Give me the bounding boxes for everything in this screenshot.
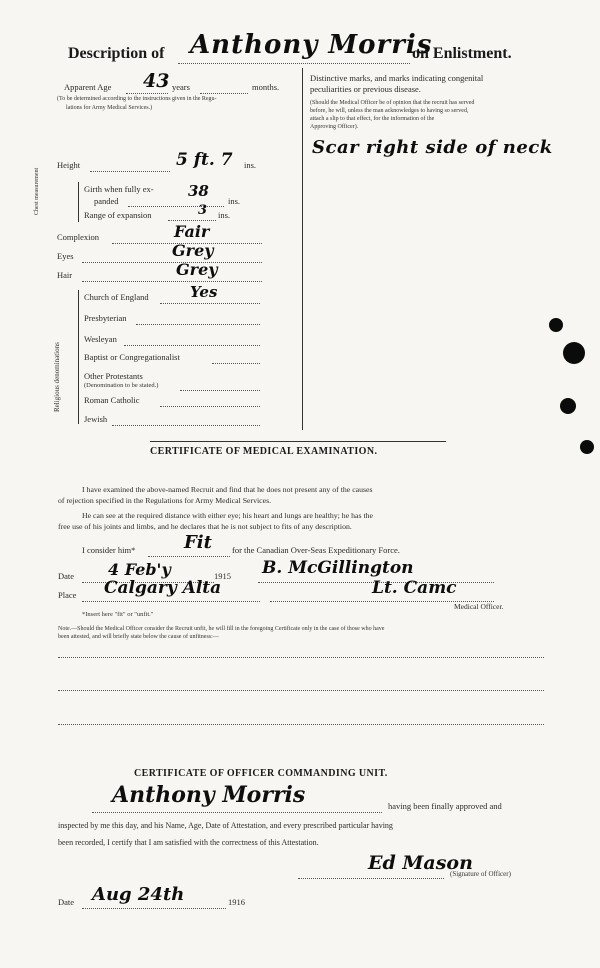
- medical-officer-label: Medical Officer.: [454, 602, 504, 611]
- age-note-2: lations for Army Medical Services.): [66, 105, 153, 111]
- medical-para2-line2: free use of his joints and limbs, and he declares that he is not subject to fits of any description.: [58, 522, 352, 531]
- hair-dots: [82, 281, 262, 282]
- unfitness-line-2: [58, 690, 544, 691]
- marks-value: Scar right side of neck: [312, 137, 553, 158]
- expansion-dots: [168, 220, 216, 221]
- officer-line1-suffix: having been finally approved and: [388, 801, 502, 811]
- expansion-label: Range of expansion: [84, 210, 152, 220]
- place-value: Calgary Alta: [104, 578, 222, 598]
- marks-label-1: Distinctive marks, and marks indicating congenital: [310, 73, 484, 83]
- age-dots: [126, 93, 168, 94]
- chest-bracket: [78, 182, 79, 222]
- height-dots: [90, 171, 170, 172]
- medical-year: 1915: [214, 571, 231, 581]
- religion-other-protestants: Other Protestants: [84, 371, 143, 381]
- religion-dots-7: [112, 425, 260, 426]
- medical-note-2: been attested, and will briefly state below the cause of unfitness:—: [58, 634, 219, 640]
- officer-date-dots: [82, 908, 226, 909]
- medical-signature-rank: Lt. Camc: [372, 578, 457, 598]
- consider-label: I consider him*: [82, 545, 136, 555]
- religion-church-of-england: Church of England: [84, 292, 149, 302]
- medical-para1-line1: I have examined the above-named Recruit and find that he does not present any of the causes: [82, 485, 373, 494]
- religion-jewish: Jewish: [84, 414, 108, 424]
- medical-heading: CERTIFICATE OF MEDICAL EXAMINATION.: [150, 446, 378, 457]
- marks-label-2: peculiarities or previous disease.: [310, 84, 421, 94]
- officer-date-value: Aug 24th: [92, 884, 185, 905]
- officer-line2: inspected by me this day, and his Name, Age, Date of Attestation, and every prescribed particular having: [58, 821, 393, 830]
- years-label: years: [172, 82, 190, 92]
- months-label: months.: [252, 82, 280, 92]
- column-divider: [302, 68, 303, 430]
- marks-note-1: (Should the Medical Officer be of opinion that the recruit has served: [310, 100, 475, 106]
- eyes-label: Eyes: [57, 251, 74, 261]
- officer-signature: Ed Mason: [368, 852, 473, 874]
- months-dots: [200, 93, 248, 94]
- medical-rule-top: [150, 441, 446, 442]
- medical-date-value: 4 Feb'y: [108, 560, 171, 579]
- medical-note-1: Note.—Should the Medical Officer consider the Recruit unfit, he will fill in the foregoing Certificate only in the case of those who have: [58, 626, 385, 632]
- girth-ins: ins.: [228, 196, 241, 206]
- marks-note-2: before, he will, unless the man acknowledges to having so served,: [310, 108, 469, 114]
- place-dots: [82, 601, 260, 602]
- religion-presbyterian: Presbyterian: [84, 313, 127, 323]
- punch-hole-2: [563, 342, 585, 364]
- religion-dots-3: [124, 345, 260, 346]
- expansion-ins: ins.: [218, 210, 231, 220]
- hair-label: Hair: [57, 270, 73, 280]
- medical-para2-line1: He can see at the required distance with either eye; his heart and lungs are healthy; he has the: [82, 511, 373, 520]
- marks-note-3: attach a slip to that effect, for the information of the: [310, 116, 435, 122]
- name-dotted-line: [178, 63, 410, 64]
- religion-bracket: [78, 290, 79, 424]
- officer-name-dots: [92, 812, 382, 813]
- religion-dots-1: [160, 303, 260, 304]
- medical-date-label: Date: [58, 571, 75, 581]
- officer-year: 1916: [228, 897, 245, 907]
- hair-value: Grey: [176, 260, 218, 279]
- complexion-value: Fair: [174, 222, 210, 241]
- religion-dots-5: [180, 390, 260, 391]
- religion-dots-6: [160, 406, 260, 407]
- chest-side-label: Chest measurement: [34, 167, 40, 215]
- religion-baptist: Baptist or Congregationalist: [84, 352, 180, 362]
- officer-signature-label: (Signature of Officer): [450, 870, 511, 878]
- punch-hole-4: [580, 440, 594, 454]
- officer-line3: been recorded, I certify that I am satisfied with the correctness of this Attestation.: [58, 838, 319, 847]
- religion-denomination-note: (Denomination to be stated.): [84, 382, 159, 389]
- consider-suffix: for the Canadian Over-Seas Expeditionary Force.: [232, 545, 400, 555]
- medical-para1-line2: of rejection specified in the Regulations for Army Medical Services.: [58, 496, 272, 505]
- consider-dots: [148, 556, 230, 557]
- punch-hole-1: [549, 318, 563, 332]
- age-value: 43: [143, 70, 170, 92]
- recruit-name: Anthony Morris: [190, 30, 433, 60]
- girth-label-1: Girth when fully ex-: [84, 184, 154, 194]
- officer-heading: CERTIFICATE OF OFFICER COMMANDING UNIT.: [134, 768, 388, 779]
- consider-value: Fit: [184, 532, 212, 553]
- title-prefix: Description of: [68, 45, 165, 62]
- medical-signature: B. McGillington: [262, 558, 414, 578]
- officer-signature-dots: [298, 878, 444, 879]
- religion-side-label: Religious denominations: [53, 342, 61, 412]
- complexion-label: Complexion: [57, 232, 100, 242]
- unfitness-line-3: [58, 724, 544, 725]
- title-suffix: on Enlistment.: [412, 45, 512, 62]
- place-label: Place: [58, 590, 77, 600]
- religion-roman-catholic: Roman Catholic: [84, 395, 140, 405]
- girth-label-2: panded: [94, 196, 119, 206]
- unfitness-line-1: [58, 657, 544, 658]
- officer-name-value: Anthony Morris: [112, 782, 306, 808]
- height-label: Height: [57, 160, 81, 170]
- religion-dots-4: [212, 363, 260, 364]
- age-note-1: (To be determined according to the instructions given in the Regu-: [57, 96, 217, 102]
- girth-dots: [128, 206, 224, 207]
- marks-note-4: Approving Officer).: [310, 124, 359, 130]
- religion-wesleyan: Wesleyan: [84, 334, 117, 344]
- religion-value: Yes: [190, 283, 218, 301]
- officer-date-label: Date: [58, 897, 75, 907]
- height-ins: ins.: [244, 160, 257, 170]
- girth-value: 38: [188, 182, 209, 200]
- height-value: 5 ft. 7: [176, 150, 233, 170]
- apparent-age-label: Apparent Age: [64, 82, 112, 92]
- punch-hole-3: [560, 398, 576, 414]
- insert-note: *Insert here "fit" or "unfit.": [82, 611, 154, 618]
- religion-dots-2: [136, 324, 260, 325]
- eyes-value: Grey: [172, 241, 214, 260]
- eyes-dots: [82, 262, 262, 263]
- expansion-value: 3: [198, 203, 208, 218]
